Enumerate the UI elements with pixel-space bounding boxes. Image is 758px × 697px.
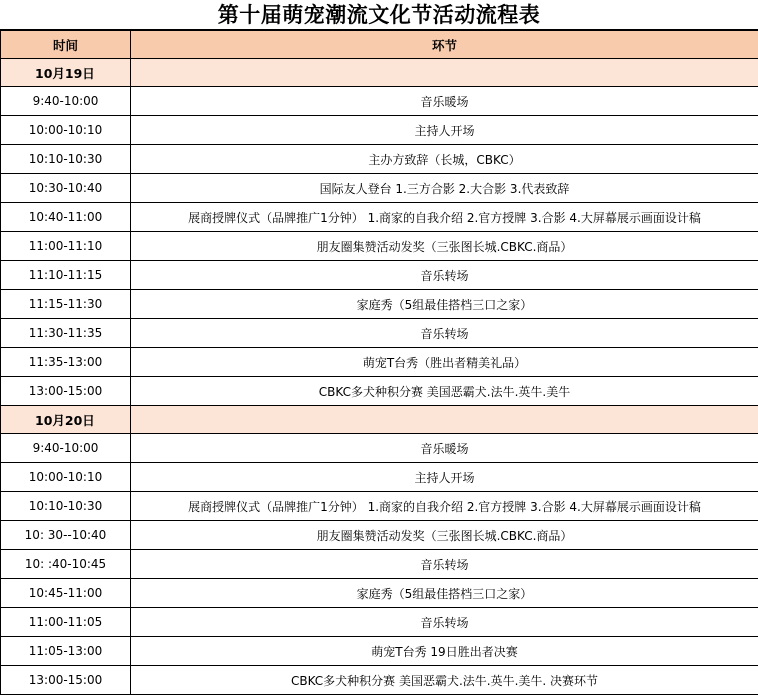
step-cell[interactable]: 家庭秀（5组最佳搭档三口之家） (131, 579, 758, 608)
time-cell[interactable]: 9:40-10:00 (1, 87, 131, 116)
table-row (1, 261, 758, 290)
step-cell[interactable]: 朋友圈集赞活动发奖（三张图长城.CBKC.商品） (131, 232, 758, 261)
table-row (1, 116, 758, 145)
time-cell[interactable]: 11:30-11:35 (1, 319, 131, 348)
time-cell[interactable]: 10:30-10:40 (1, 174, 131, 203)
day-blank-cell[interactable] (131, 406, 758, 434)
step-cell[interactable]: CBKC多犬种积分赛 美国恶霸犬.法牛.英牛.美牛. 决赛环节 (131, 666, 758, 695)
step-cell[interactable]: 音乐暖场 (131, 434, 758, 463)
time-cell[interactable]: 13:00-15:00 (1, 377, 131, 406)
day-row-1 (1, 59, 758, 87)
sheet-title: 第十届萌宠潮流文化节活动流程表 (0, 0, 758, 30)
step-cell[interactable]: 音乐转场 (131, 608, 758, 637)
table-row (1, 521, 758, 550)
step-cell[interactable]: 朋友圈集赞活动发奖（三张图长城.CBKC.商品） (131, 521, 758, 550)
time-cell[interactable]: 10:00-10:10 (1, 116, 131, 145)
time-cell[interactable]: 10:10-10:30 (1, 492, 131, 521)
header-time[interactable]: 时间 (1, 31, 131, 59)
table-row (1, 232, 758, 261)
header-row (1, 31, 758, 59)
step-cell[interactable]: 音乐转场 (131, 261, 758, 290)
time-cell[interactable]: 11:15-11:30 (1, 290, 131, 319)
time-cell[interactable]: 9:40-10:00 (1, 434, 131, 463)
step-cell[interactable]: CBKC多犬种积分赛 美国恶霸犬.法牛.英牛.美牛 (131, 377, 758, 406)
time-cell[interactable]: 11:00-11:05 (1, 608, 131, 637)
step-cell[interactable]: 展商授牌仪式（品牌推广1分钟） 1.商家的自我介绍 2.官方授牌 3.合影 4.大屏幕展示画面设计稿 (131, 203, 758, 232)
table-row (1, 290, 758, 319)
table-row (1, 145, 758, 174)
step-cell[interactable]: 萌宠T台秀（胜出者精美礼品） (131, 348, 758, 377)
table-row (1, 666, 758, 695)
table-row (1, 608, 758, 637)
step-cell[interactable]: 音乐转场 (131, 319, 758, 348)
step-cell[interactable]: 家庭秀（5组最佳搭档三口之家） (131, 290, 758, 319)
step-cell[interactable]: 萌宠T台秀 19日胜出者决赛 (131, 637, 758, 666)
table-row (1, 87, 758, 116)
table-row (1, 203, 758, 232)
time-cell[interactable]: 10: :40-10:45 (1, 550, 131, 579)
time-cell[interactable]: 11:35-13:00 (1, 348, 131, 377)
table-row (1, 463, 758, 492)
table-row (1, 492, 758, 521)
day-row-2 (1, 406, 758, 434)
day-date[interactable]: 10月20日 (1, 406, 131, 434)
table-row (1, 579, 758, 608)
time-cell[interactable]: 13:00-15:00 (1, 666, 131, 695)
step-cell[interactable]: 展商授牌仪式（品牌推广1分钟） 1.商家的自我介绍 2.官方授牌 3.合影 4.大屏幕展示画面设计稿 (131, 492, 758, 521)
time-cell[interactable]: 10: 30--10:40 (1, 521, 131, 550)
day-date[interactable]: 10月19日 (1, 59, 131, 87)
schedule-table (0, 30, 758, 695)
time-cell[interactable]: 11:10-11:15 (1, 261, 131, 290)
time-cell[interactable]: 10:10-10:30 (1, 145, 131, 174)
time-cell[interactable]: 11:00-11:10 (1, 232, 131, 261)
step-cell[interactable]: 国际友人登台 1.三方合影 2.大合影 3.代表致辞 (131, 174, 758, 203)
step-cell[interactable]: 主办方致辞（长城，CBKC） (131, 145, 758, 174)
table-row (1, 174, 758, 203)
step-cell[interactable]: 主持人开场 (131, 463, 758, 492)
table-row (1, 550, 758, 579)
step-cell[interactable]: 音乐转场 (131, 550, 758, 579)
time-cell[interactable]: 10:45-11:00 (1, 579, 131, 608)
step-cell[interactable]: 主持人开场 (131, 116, 758, 145)
table-row (1, 377, 758, 406)
time-cell[interactable]: 10:00-10:10 (1, 463, 131, 492)
header-step[interactable]: 环节 (131, 31, 758, 59)
table-row (1, 348, 758, 377)
step-cell[interactable]: 音乐暖场 (131, 87, 758, 116)
time-cell[interactable]: 10:40-11:00 (1, 203, 131, 232)
table-row (1, 434, 758, 463)
table-row (1, 319, 758, 348)
day-blank-cell[interactable] (131, 59, 758, 87)
time-cell[interactable]: 11:05-13:00 (1, 637, 131, 666)
table-row (1, 637, 758, 666)
